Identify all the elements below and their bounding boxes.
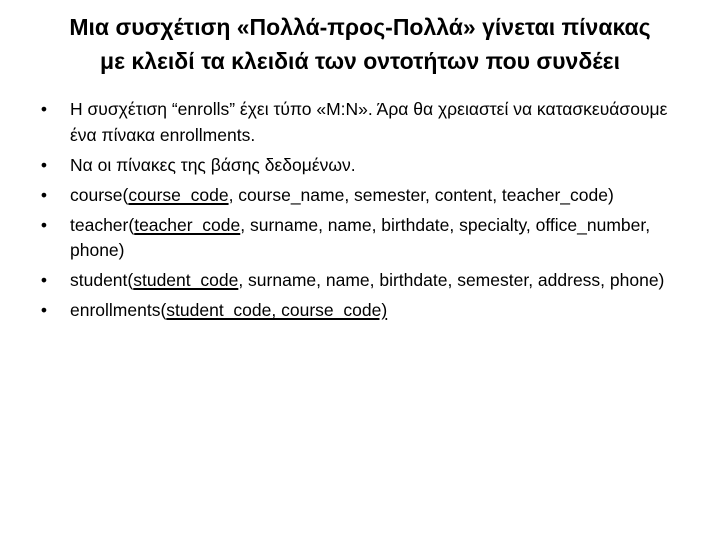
table-name-prefix: enrollments(	[70, 300, 167, 321]
slide-title-line-1: Μια συσχέτιση «Πολλά-προς-Πολλά» γίνεται πίνακας	[69, 14, 651, 40]
bullet-item-enrollments-table	[36, 298, 696, 324]
table-name-prefix: course(	[70, 184, 129, 205]
bullet-icon: •	[40, 184, 48, 205]
table-attributes: , surname, name, birthdate, semester, address, phone)	[238, 270, 665, 291]
primary-key: teacher_code	[134, 214, 241, 235]
primary-key: course_code	[128, 184, 229, 205]
slide-content	[36, 97, 696, 329]
bullet-item-enrolls-relationship	[36, 97, 696, 148]
bullet-item-course-table	[36, 183, 696, 209]
bullet-item-database-tables	[36, 153, 696, 179]
bullet-item-student-table	[36, 268, 696, 294]
table-attributes: , surname, name, birthdate, specialty, office_number, phone)	[70, 214, 651, 261]
bullet-icon: •	[40, 270, 48, 291]
bullet-icon: •	[40, 154, 48, 175]
bullet-text: Η συσχέτιση “enrolls” έχει τύπο «Μ:Ν». Άρα θα χρειαστεί να κατασκευάσουμε ένα πίνακα enrollments.	[70, 99, 668, 145]
bullet-icon: •	[40, 300, 48, 321]
table-name-prefix: student(	[70, 270, 134, 291]
bullet-icon: •	[40, 99, 48, 119]
table-name-prefix: teacher(	[70, 214, 135, 235]
bullet-item-teacher-table	[36, 213, 696, 264]
primary-key: student_code, course_code)	[166, 300, 388, 321]
slide-title	[10, 10, 710, 78]
bullet-text: Να οι πίνακες της βάσης δεδομένων.	[70, 154, 356, 175]
bullet-icon: •	[40, 214, 48, 235]
bullet-list	[36, 97, 696, 324]
primary-key: student_code	[133, 270, 239, 291]
slide-title-line-2: με κλειδί τα κλειδιά των οντοτήτων που συνδέει	[100, 48, 620, 74]
table-attributes: , course_name, semester, content, teacher_code)	[228, 184, 614, 205]
